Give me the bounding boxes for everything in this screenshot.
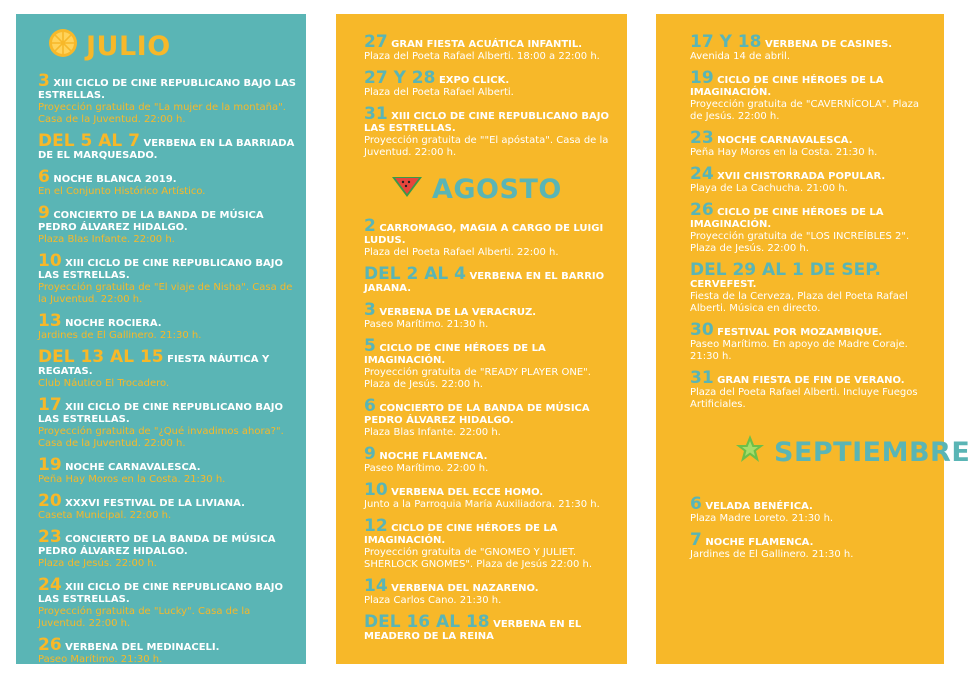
event-list-august [364,218,617,643]
event-header [690,34,934,51]
event-header [38,169,296,186]
event-title: VERBENA DEL NAZARENO. [391,583,539,594]
event-title: XIII CICLO DE CINE REPUBLICANO BAJO LAS ESTRELLAS. [38,78,296,101]
watermelon-icon [390,173,424,206]
event-header [364,218,617,247]
event-day: DEL 16 AL 18 [364,612,490,632]
starfruit-icon [734,433,766,472]
event-title: VERBENA DE LA VERACRUZ. [379,307,537,318]
event-details: Proyección gratuita de "¿Qué invadimos ahora?". Casa de la Juventud. 22:00 h. [38,426,284,449]
event-details: Caseta Municipal. 22:00 h. [38,510,172,521]
event-day: 26 [690,200,714,220]
event-item [690,532,934,561]
event-day: DEL 2 AL 4 [364,264,466,284]
event-item [38,169,296,198]
event-details: Peña Hay Moros en la Costa. 21:30 h. [38,474,226,485]
event-title: VERBENA DEL MEDINACELI. [65,642,220,653]
event-details: Proyección gratuita de "GNOMEO Y JULIET. SHERLOCK GNOMES". Plaza de Jesús 22:00 h. [364,547,593,570]
event-header [690,202,934,231]
event-header [38,493,296,510]
event-item [38,253,296,306]
event-details: Peña Hay Moros en la Costa. 21:30 h. [690,147,878,158]
event-header [38,313,296,330]
event-day: 7 [690,530,702,550]
event-details: Plaza del Poeta Rafael Alberti. 22:00 h. [364,247,559,258]
month-title: JULIO [86,31,171,62]
event-item [690,262,934,315]
month-heading-august [390,173,617,206]
event-item [364,302,617,331]
event-day: 6 [690,494,702,514]
event-title: VERBENA EN EL MEADERO DE LA REINA [364,619,582,642]
event-item [690,70,934,123]
event-list-august-continued [690,34,934,411]
event-title: CARROMAGO, MAGIA A CARGO DE LUIGI LUDUS. [364,223,604,246]
event-header [38,205,296,234]
event-item [690,202,934,255]
event-details: Plaza Carlos Cano. 21:30 h. [364,595,502,606]
month-title: SEPTIEMBRE [774,437,970,468]
event-day: 17 [38,395,62,415]
event-header [690,262,934,291]
panel-september [656,14,970,664]
event-header [690,322,934,339]
event-details: Paseo Marítimo. En apoyo de Madre Coraje. 21:30 h. [690,339,908,362]
event-item [364,70,617,99]
event-item [364,482,617,511]
month-heading-july [48,28,296,65]
event-day: 14 [364,576,388,596]
event-header [364,446,617,463]
event-title: XIII CICLO DE CINE REPUBLICANO BAJO LAS ESTRELLAS. [38,582,283,605]
event-title: CICLO DE CINE HÉROES DE LA IMAGINACIÓN. [364,523,558,546]
event-item [364,518,617,571]
event-header [364,34,617,51]
event-header [38,637,296,654]
event-day: 13 [38,311,62,331]
event-title: VERBENA EN LA BARRIADA DE EL MARQUESADO. [38,138,295,161]
event-item [38,397,296,450]
event-details: Avenida 14 de abril. [690,51,790,62]
event-header [38,529,296,558]
event-details: Plaza Madre Loreto. 21:30 h. [690,513,834,524]
event-title: FESTIVAL POR MOZAMBIQUE. [717,327,883,338]
event-title: GRAN FIESTA ACUÁTICA INFANTIL. [391,39,583,50]
event-header [364,106,617,135]
event-day: DEL 5 AL 7 [38,131,140,151]
event-day: 12 [364,516,388,536]
event-title: CICLO DE CINE HÉROES DE LA IMAGINACIÓN. [364,343,546,366]
event-item [38,637,296,666]
event-day: 31 [364,104,388,124]
event-details: Proyección gratuita de "CAVERNÍCOLA". Plaza de Jesús. 22:00 h. [690,99,919,122]
event-details: Plaza de Jesús. 22:00 h. [38,558,157,569]
event-title: NOCHE CARNAVALESCA. [65,462,201,473]
event-title: XXXVI FESTIVAL DE LA LIVIANA. [65,498,245,509]
event-details: Club Náutico El Trocadero. [38,378,170,389]
event-details: Plaza Blas Infante. 22:00 h. [364,427,501,438]
event-item [690,322,934,363]
event-item [690,370,934,411]
event-header [690,166,934,183]
event-details: Fiesta de la Cerveza, Plaza del Poeta Rafael Alberti. Música en directo. [690,291,908,314]
event-day: 9 [364,444,376,464]
panel-august [336,14,627,664]
event-header [364,518,617,547]
event-header [38,73,296,102]
event-item [364,578,617,607]
event-title: NOCHE FLAMENCA. [705,537,814,548]
event-header [364,482,617,499]
event-day: 23 [690,128,714,148]
event-day: 24 [38,575,62,595]
event-details: Plaza del Poeta Rafael Alberti. [364,87,514,98]
event-title: CICLO DE CINE HÉROES DE LA IMAGINACIÓN. [690,75,884,98]
event-item [364,34,617,63]
event-title: CERVEFEST. [690,279,757,290]
event-item [690,130,934,159]
event-day: 3 [38,71,50,91]
event-item [364,614,617,643]
event-details: Proyección gratuita de "El viaje de Nisha". Casa de la Juventud. 22:00 h. [38,282,293,305]
event-title: CONCIERTO DE LA BANDA DE MÚSICA PEDRO ÁLVAREZ HIDALGO. [38,534,276,557]
event-details: Jardines de El Gallinero. 21:30 h. [690,549,854,560]
event-item [364,218,617,259]
event-title: EXPO CLICK. [438,75,510,86]
event-header [38,397,296,426]
event-header [364,614,617,643]
event-item [38,529,296,570]
event-day: DEL 13 AL 15 [38,347,164,367]
event-day: 20 [38,491,62,511]
event-day: 26 [38,635,62,655]
event-list-july-continued [364,34,617,159]
event-title: VERBENA EN EL BARRIO JARANA. [364,271,605,294]
event-details: Plaza del Poeta Rafael Alberti. Incluye Fuegos Artificiales. [690,387,918,410]
event-header [364,398,617,427]
event-header [690,370,934,387]
event-day: 6 [364,396,376,416]
event-item [38,205,296,246]
event-header [38,253,296,282]
event-item [690,34,934,63]
event-header [364,338,617,367]
event-title: VERBENA DE CASINES. [764,39,893,50]
event-title: NOCHE CARNAVALESCA. [717,135,853,146]
event-details: Plaza del Poeta Rafael Alberti. 18:00 a 22:00 h. [364,51,600,62]
event-details: Junto a la Parroquia María Auxiliadora. 21:30 h. [364,499,600,510]
event-item [38,73,296,126]
event-day: 3 [364,300,376,320]
event-header [38,457,296,474]
event-title: XIII CICLO DE CINE REPUBLICANO BAJO LAS ESTRELLAS. [38,402,283,425]
event-header [364,266,617,295]
event-details: Proyección gratuita de "Lucky". Casa de la Juventud. 22:00 h. [38,606,251,629]
event-details: Paseo Marítimo. 21:30 h. [38,654,163,665]
event-item [690,166,934,195]
event-item [38,313,296,342]
event-item [38,493,296,522]
event-title: XIII CICLO DE CINE REPUBLICANO BAJO LAS ESTRELLAS. [38,258,283,281]
event-item [364,446,617,475]
event-item [364,106,617,159]
event-title: VERBENA DEL ECCE HOMO. [391,487,544,498]
event-details: Paseo Marítimo. 21:30 h. [364,319,489,330]
event-day: 6 [38,167,50,187]
event-title: CONCIERTO DE LA BANDA DE MÚSICA PEDRO ÁLVAREZ HIDALGO. [364,403,590,426]
event-day: 19 [38,455,62,475]
month-title: AGOSTO [432,174,562,205]
event-title: NOCHE BLANCA 2019. [53,174,177,185]
event-header [38,133,296,162]
event-header [690,70,934,99]
event-details: Proyección gratuita de "LOS INCREÍBLES 2". Plaza de Jesús. 22:00 h. [690,231,910,254]
event-day: 23 [38,527,62,547]
event-item [364,398,617,439]
event-day: 19 [690,68,714,88]
event-day: 2 [364,216,376,236]
event-day: 17 Y 18 [690,32,762,52]
event-details: Proyección gratuita de "La mujer de la montaña". Casa de la Juventud. 22:00 h. [38,102,286,125]
event-details: Paseo Marítimo. 22:00 h. [364,463,489,474]
event-title: GRAN FIESTA DE FIN DE VERANO. [717,375,905,386]
event-day: 31 [690,368,714,388]
event-item [364,338,617,391]
month-heading-september [734,433,970,472]
event-day: 24 [690,164,714,184]
event-day: 5 [364,336,376,356]
event-header [364,302,617,319]
event-header [38,577,296,606]
event-day: 9 [38,203,50,223]
event-title: FIESTA NÁUTICA Y REGATAS. [38,354,270,377]
event-details: Proyección gratuita de "READY PLAYER ONE". Plaza de Jesús. 22:00 h. [364,367,591,390]
event-day: 30 [690,320,714,340]
event-details: Jardines de El Gallinero. 21:30 h. [38,330,202,341]
event-item [38,133,296,162]
event-header [690,496,934,513]
event-day: 10 [364,480,388,500]
event-day: 27 Y 28 [364,68,436,88]
event-title: NOCHE FLAMENCA. [379,451,488,462]
event-header [690,130,934,147]
event-day: 27 [364,32,388,52]
event-title: CICLO DE CINE HÉROES DE LA IMAGINACIÓN. [690,207,884,230]
event-header [364,578,617,595]
event-item [690,496,934,525]
event-item [38,457,296,486]
event-day: DEL 29 AL 1 DE SEP. [690,260,882,280]
event-header [38,349,296,378]
orange-slice-icon [48,28,78,65]
event-list-july [38,73,296,666]
event-list-september [690,496,934,561]
event-header [690,532,934,549]
event-day: 10 [38,251,62,271]
event-title: VELADA BENÉFICA. [705,501,813,512]
event-title: CONCIERTO DE LA BANDA DE MÚSICA PEDRO ÁLVAREZ HIDALGO. [38,210,264,233]
panel-july [16,14,306,664]
event-title: XIII CICLO DE CINE REPUBLICANO BAJO LAS ESTRELLAS. [364,111,609,134]
event-title: NOCHE ROCIERA. [65,318,162,329]
event-details: Playa de La Cachucha. 21:00 h. [690,183,848,194]
event-item [364,266,617,295]
event-details: Plaza Blas Infante. 22:00 h. [38,234,175,245]
event-item [38,349,296,390]
event-title: XVII CHISTORRADA POPULAR. [717,171,886,182]
event-details: Proyección gratuita de ""El apóstata". Casa de la Juventud. 22:00 h. [364,135,609,158]
event-item [38,577,296,630]
event-header [364,70,617,87]
event-details: En el Conjunto Histórico Artístico. [38,186,206,197]
